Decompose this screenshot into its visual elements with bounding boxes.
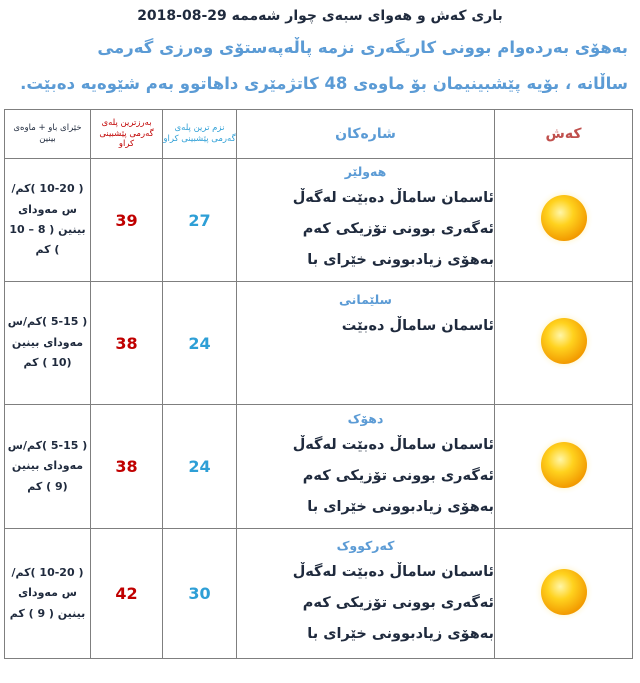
- weather-description-line: بەهۆی زیادبوونی خێرای با: [307, 252, 494, 268]
- weather-icon-cell: [495, 159, 633, 282]
- weather-description-line: ئەگەری بوونی تۆزیکی کەم: [302, 467, 494, 484]
- table-header-row: [5, 110, 633, 159]
- max-temp: 38: [91, 282, 163, 405]
- wind-visibility: ( 5-15 )کم/س مەودای بینین (9 ) کم: [5, 405, 91, 529]
- sun-icon: [533, 561, 595, 623]
- max-temp: 38: [91, 405, 163, 529]
- weather-icon-cell: [495, 405, 633, 529]
- min-temp: 24: [163, 282, 237, 405]
- weather-icon-cell: [495, 529, 633, 659]
- weather-description-line: ئەگەری بوونی تۆزیکی کەم: [302, 594, 494, 611]
- report-title: باری کەش و هەوای سبەی چوار شەممە 29-08-2018: [137, 8, 503, 24]
- weather-description-line: ئاسمان ساماڵ دەبێت لەگەڵ: [292, 563, 494, 580]
- city-name: هەولێر: [344, 164, 387, 179]
- weather-icon-cell: [495, 282, 633, 405]
- city-cell: [237, 529, 495, 659]
- header-wind: خێرای باو + ماوەی بینین: [5, 110, 91, 159]
- weather-description-line: بەهۆی زیادبوونی خێرای با: [307, 498, 494, 515]
- sun-icon: [533, 310, 595, 372]
- city-name: دهۆک: [347, 410, 384, 426]
- forecast-table: [4, 109, 633, 659]
- intro-line-2: ساڵانە ، بۆیە پێشبینیمان بۆ ماوەی 48 کاتژمێری داهاتوو بەم شێوەیە دەبێت.: [20, 74, 628, 93]
- table-row: [5, 529, 633, 659]
- wind-visibility: ( 5-15 )کم/س مەودای بینین (10 ) کم: [5, 282, 91, 405]
- table-row: [5, 405, 633, 529]
- max-temp: 42: [91, 529, 163, 659]
- city-cell: [237, 405, 495, 529]
- city-name: کەرکووک: [336, 537, 395, 553]
- city-cell: [237, 159, 495, 282]
- table-row: [5, 159, 633, 282]
- weather-description-line: ئاسمان ساماڵ دەبێت لەگەڵ: [292, 190, 494, 206]
- wind-visibility: ( 10-20 )کم/س مەودای بینین ( 8 – 10 ) کم: [5, 159, 91, 282]
- header-weather: کەش: [495, 110, 633, 159]
- header-min-temp: نزم ترین پلەی گەرمی پێشبینی کراو: [163, 110, 237, 159]
- table-row: [5, 282, 633, 405]
- sun-icon: [533, 187, 595, 249]
- weather-description-line: ئاسمان ساماڵ دەبێت لەگەڵ: [292, 436, 494, 453]
- intro-line-1: بەهۆی بەردەوام بوونی کاریگەری نزمە پاڵەپەستۆی وەرزی گەرمی: [97, 38, 628, 57]
- wind-visibility: ( 10-20 )کم/س مەودای بینین ( 9 ) کم: [5, 529, 91, 659]
- min-temp: 24: [163, 405, 237, 529]
- header-cities: شارەکان: [237, 110, 495, 159]
- min-temp: 30: [163, 529, 237, 659]
- min-temp: 27: [163, 159, 237, 282]
- city-name: سلێمانی: [339, 292, 392, 307]
- weather-description-line: بەهۆی زیادبوونی خێرای با: [307, 625, 494, 642]
- city-cell: [237, 282, 495, 405]
- sun-icon: [533, 434, 595, 496]
- max-temp: 39: [91, 159, 163, 282]
- weather-description-line: ئاسمان ساماڵ دەبێت: [341, 318, 494, 334]
- weather-description-line: ئەگەری بوونی تۆزیکی کەم: [302, 221, 494, 237]
- header-max-temp: بەرزترین پلەی گەرمی پێشبینی کراو: [91, 110, 163, 159]
